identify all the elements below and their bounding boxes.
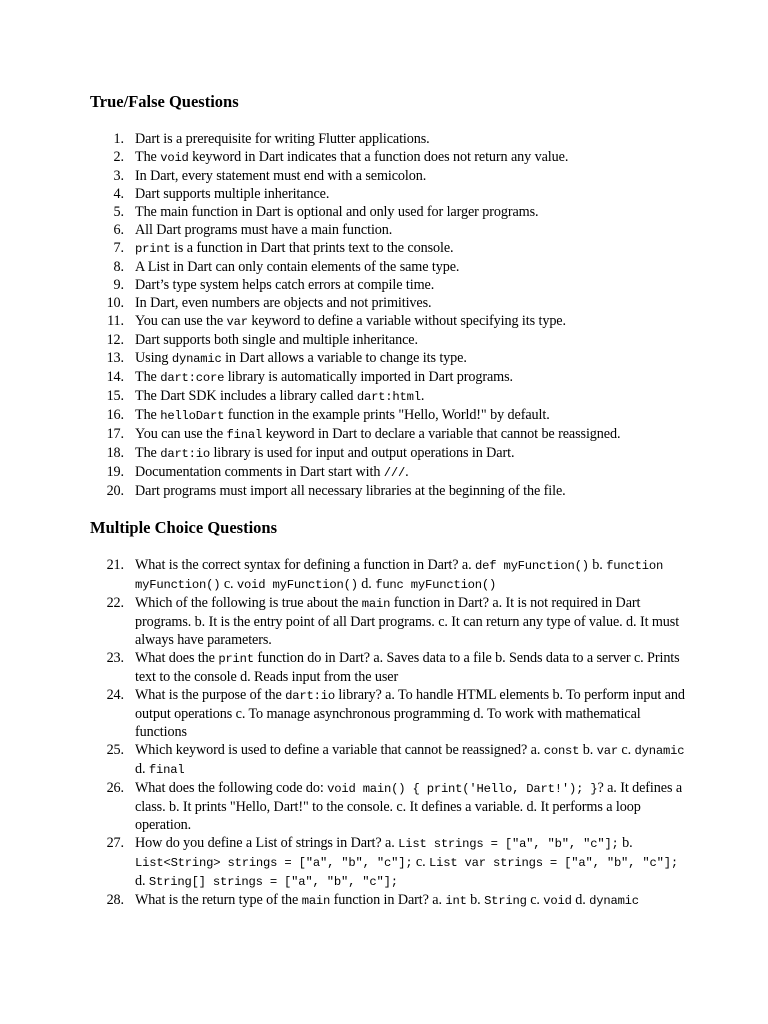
tf-section-title: True/False Questions [90, 92, 239, 111]
question-text: c. [617, 742, 635, 758]
inline-code: dynamic [589, 894, 639, 908]
question-number: 13. [106, 350, 124, 366]
question-text: b. [466, 892, 485, 908]
inline-code: function myFunction() [135, 559, 664, 592]
question-item [90, 239, 690, 258]
inline-code: String [484, 894, 527, 908]
question-number: 26. [106, 780, 124, 796]
question-text: . [405, 464, 409, 480]
question-number: 28. [106, 892, 124, 908]
question-text: library is used for input and output operations in Dart. [210, 445, 515, 461]
question-item [90, 331, 690, 349]
question-number: 10. [106, 295, 124, 311]
question-number: 8. [113, 259, 124, 275]
inline-code: List strings = ["a", "b", "c"]; [398, 837, 619, 851]
inline-code: dart:io [160, 447, 211, 461]
inline-code: List<String> strings = ["a", "b", "c"]; [135, 856, 413, 870]
inline-code: dart:core [160, 371, 225, 385]
question-text: In Dart, even numbers are objects and not primitives. [135, 295, 432, 311]
question-number: 3. [113, 168, 124, 184]
question-text: b. [588, 557, 607, 573]
question-text: library? a. To handle HTML elements b. To perform input and output operations c. To manage asynchronous programming d. To work with mathematical functions [135, 687, 685, 740]
inline-code: print [135, 242, 171, 256]
question-item [90, 312, 690, 331]
question-item [90, 203, 690, 221]
question-text: What is the return type of the [135, 892, 302, 908]
question-number: 4. [113, 186, 124, 202]
inline-code: int [445, 894, 467, 908]
document-page [90, 91, 690, 910]
inline-code: List var strings = ["a", "b", "c"]; [428, 856, 678, 870]
question-text: The [135, 407, 161, 423]
question-text: library is automatically imported in Dart programs. [224, 369, 513, 385]
inline-code: dart:html [356, 390, 421, 404]
question-text: All Dart programs must have a main function. [135, 222, 393, 238]
question-text: ? a. It defines a class. b. It prints "Hello, Dart!" to the console. c. It defines a variable. d. It performs a loop operation. [135, 780, 683, 833]
question-number: 21. [106, 557, 124, 573]
question-text: The main function in Dart is optional and only used for larger programs. [135, 204, 539, 220]
question-number: 9. [113, 277, 124, 293]
question-text: function in the example prints "Hello, World!" by default. [224, 407, 550, 423]
question-text: The [135, 445, 161, 461]
question-number: 16. [106, 407, 124, 423]
inline-code: String[] strings = ["a", "b", "c"]; [148, 875, 398, 889]
question-text: is a function in Dart that prints text to the console. [170, 240, 454, 256]
question-text: c. [412, 854, 429, 870]
question-text: c. [220, 576, 237, 592]
inline-code: helloDart [160, 409, 225, 423]
question-item [90, 444, 690, 463]
inline-code: print [218, 652, 254, 666]
question-text: Dart supports multiple inheritance. [135, 186, 330, 202]
question-number: 12. [106, 332, 124, 348]
question-text: function in Dart? a. [330, 892, 446, 908]
inline-code: dynamic [171, 352, 222, 366]
question-text: . [420, 388, 425, 404]
question-text: d. [571, 892, 590, 908]
inline-code: const [543, 744, 580, 758]
question-text: keyword in Dart indicates that a function does not return any value. [188, 149, 569, 165]
question-item [90, 221, 690, 239]
inline-code: void myFunction() [236, 578, 358, 592]
question-text: d. [135, 761, 149, 777]
question-text: You can use the [135, 313, 227, 329]
question-item [90, 463, 690, 482]
question-number: 17. [106, 426, 124, 442]
question-text: What is the purpose of the [135, 687, 286, 703]
question-number: 24. [106, 687, 124, 703]
question-number: 22. [106, 595, 124, 611]
question-text: Which keyword is used to define a variable that cannot be reassigned? a. [135, 742, 544, 758]
question-item [90, 130, 690, 148]
mc-section-title: Multiple Choice Questions [90, 518, 278, 537]
question-text: keyword to define a variable without specifying its type. [247, 313, 566, 329]
question-item [90, 556, 690, 594]
inline-code: void [160, 151, 189, 165]
question-item [90, 741, 690, 779]
inline-code: dart:io [285, 689, 335, 703]
question-text: What does the [135, 650, 219, 666]
question-text: In Dart, every statement must end with a semicolon. [135, 168, 427, 184]
inline-code: var [596, 744, 618, 758]
question-number: 11. [107, 313, 124, 329]
question-item [90, 294, 690, 312]
question-number: 6. [113, 222, 124, 238]
question-item [90, 649, 690, 686]
question-text: function in Dart? a. It is not required in Dart programs. b. It is the entry point of all Dart programs. c. It can return any type of value. d. It must always have parameters. [135, 595, 680, 648]
question-text: A List in Dart can only contain elements of the same type. [135, 259, 460, 275]
question-number: 7. [113, 240, 124, 256]
question-number: 1. [113, 131, 124, 147]
question-text: in Dart allows a variable to change its type. [221, 350, 467, 366]
inline-code: main [301, 894, 331, 908]
question-number: 5. [113, 204, 124, 220]
question-text: function do in Dart? a. Saves data to a file b. Sends data to a server c. Prints text to the console d. Reads input from the user [135, 650, 680, 685]
inline-code: final [148, 763, 185, 777]
inline-code: var [226, 315, 248, 329]
question-item [90, 425, 690, 444]
question-item [90, 779, 690, 834]
question-text: d. [357, 576, 376, 592]
tf-question-list [90, 130, 690, 500]
question-text: How do you define a List of strings in Dart? a. [135, 835, 399, 851]
question-item [90, 406, 690, 425]
question-item [90, 349, 690, 368]
question-item [90, 891, 690, 910]
question-text: Dart supports both single and multiple inheritance. [135, 332, 418, 348]
question-text: What is the correct syntax for defining a function in Dart? a. [135, 557, 475, 573]
question-item [90, 167, 690, 185]
question-text: d. [135, 873, 149, 889]
question-text: The [135, 369, 161, 385]
question-text: Dart is a prerequisite for writing Flutter applications. [135, 131, 430, 147]
inline-code: /// [383, 466, 406, 480]
question-text: b. [618, 835, 633, 851]
question-item [90, 276, 690, 294]
question-number: 23. [106, 650, 124, 666]
question-text: Documentation comments in Dart start with [135, 464, 384, 480]
question-item [90, 148, 690, 167]
question-item [90, 185, 690, 203]
inline-code: def myFunction() [475, 559, 589, 573]
inline-code: main [361, 597, 391, 611]
question-text: c. [526, 892, 544, 908]
question-text: You can use the [135, 426, 227, 442]
question-number: 20. [106, 483, 124, 499]
question-item [90, 482, 690, 500]
mc-question-list [90, 556, 690, 910]
question-number: 18. [106, 445, 124, 461]
question-text: The Dart SDK includes a library called [135, 388, 357, 404]
inline-code: func myFunction() [375, 578, 497, 592]
question-number: 2. [113, 149, 124, 165]
question-text: keyword in Dart to declare a variable that cannot be reassigned. [262, 426, 621, 442]
question-item [90, 387, 690, 406]
question-text: The [135, 149, 161, 165]
question-text: Which of the following is true about the [135, 595, 362, 611]
question-text: Using [135, 350, 172, 366]
question-text: Dart programs must import all necessary libraries at the beginning of the file. [135, 483, 566, 499]
question-item [90, 686, 690, 741]
question-number: 27. [106, 835, 124, 851]
question-number: 15. [106, 388, 124, 404]
question-number: 25. [106, 742, 124, 758]
question-item [90, 834, 690, 891]
inline-code: final [226, 428, 263, 442]
inline-code: void [543, 894, 572, 908]
question-item [90, 258, 690, 276]
question-number: 14. [106, 369, 124, 385]
question-item [90, 368, 690, 387]
question-text: What does the following code do: [135, 780, 328, 796]
question-text: Dart’s type system helps catch errors at compile time. [135, 277, 435, 293]
question-text: b. [579, 742, 597, 758]
question-number: 19. [106, 464, 124, 480]
question-item [90, 594, 690, 649]
inline-code: void main() { print('Hello, Dart!'); } [327, 782, 598, 796]
inline-code: dynamic [634, 744, 685, 758]
